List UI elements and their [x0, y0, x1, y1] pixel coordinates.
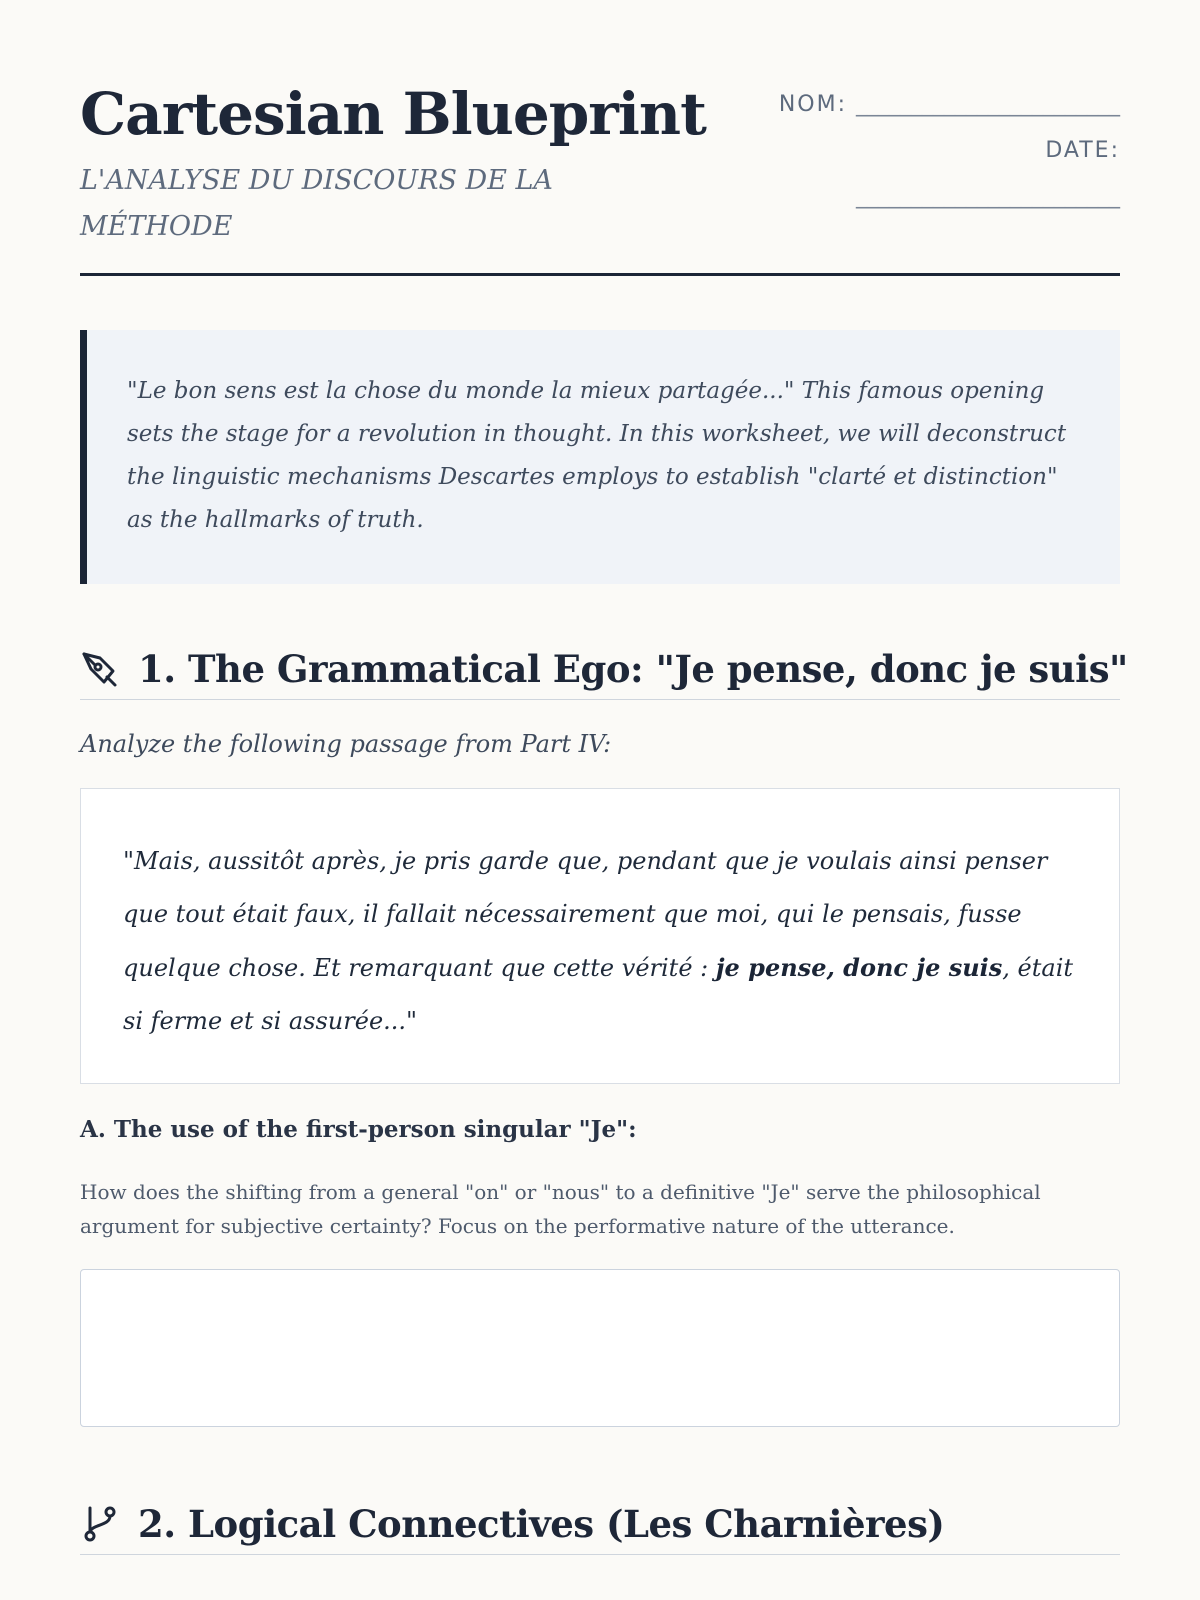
- name-blank[interactable]: ________________________: [856, 92, 1120, 117]
- student-meta: [720, 82, 1120, 220]
- subsection-a-title: A. The use of the first-person singular "Je":: [80, 1116, 637, 1143]
- date-blank[interactable]: ________________________: [856, 184, 1120, 209]
- passage-text-start: "Mais, aussitôt après, je pris garde que, pendant que je voulais ainsi penser que tout était faux, il fallait nécessairement que moi, qui le pensais, fusse quelque chose. Et remarquant que cette vérité :: [123, 847, 1048, 982]
- page-title: Cartesian Blueprint: [80, 80, 706, 148]
- worksheet-header: [80, 0, 1120, 276]
- name-label: NOM:: [778, 92, 847, 117]
- name-field[interactable]: [720, 82, 1120, 128]
- page-subtitle: L'ANALYSE DU DISCOURS DE LA MÉTHODE: [80, 165, 553, 242]
- section-1-instruction: Analyze the following passage from Part IV:: [80, 730, 612, 758]
- intro-quote: "Le bon sens est la chose du monde la mieux partagée..." This famous opening sets the stage for a revolution in thought. In this worksheet, we will deconstruct the linguistic mechanisms Descartes employs to establish "clarté et distinction" as the hallmarks of truth.: [80, 330, 1120, 584]
- answer-box[interactable]: [80, 1269, 1120, 1427]
- date-label: DATE:: [1045, 138, 1120, 163]
- passage-emphasis: je pense, donc je suis: [715, 953, 1003, 982]
- git-branch-icon: [80, 1504, 120, 1544]
- passage-text-end: , était si ferme et si assurée...": [123, 954, 1074, 1035]
- date-field[interactable]: [720, 174, 1120, 220]
- section-1-heading: [80, 642, 1128, 700]
- section-2-title: 2. Logical Connectives (Les Charnières): [138, 1501, 945, 1546]
- subsection-a-question: How does the shifting from a general "on" or "nous" to a definitive "Je" serve the philosophical argument for subjective certainty? Focus on the performative nature of the utterance.: [80, 1180, 1041, 1238]
- section-2-heading: [80, 1497, 1120, 1555]
- pen-nib-icon: [80, 649, 120, 689]
- source-passage: [80, 788, 1120, 1084]
- section-1-title: 1. The Grammatical Ego: "Je pense, donc je suis": [138, 646, 1128, 691]
